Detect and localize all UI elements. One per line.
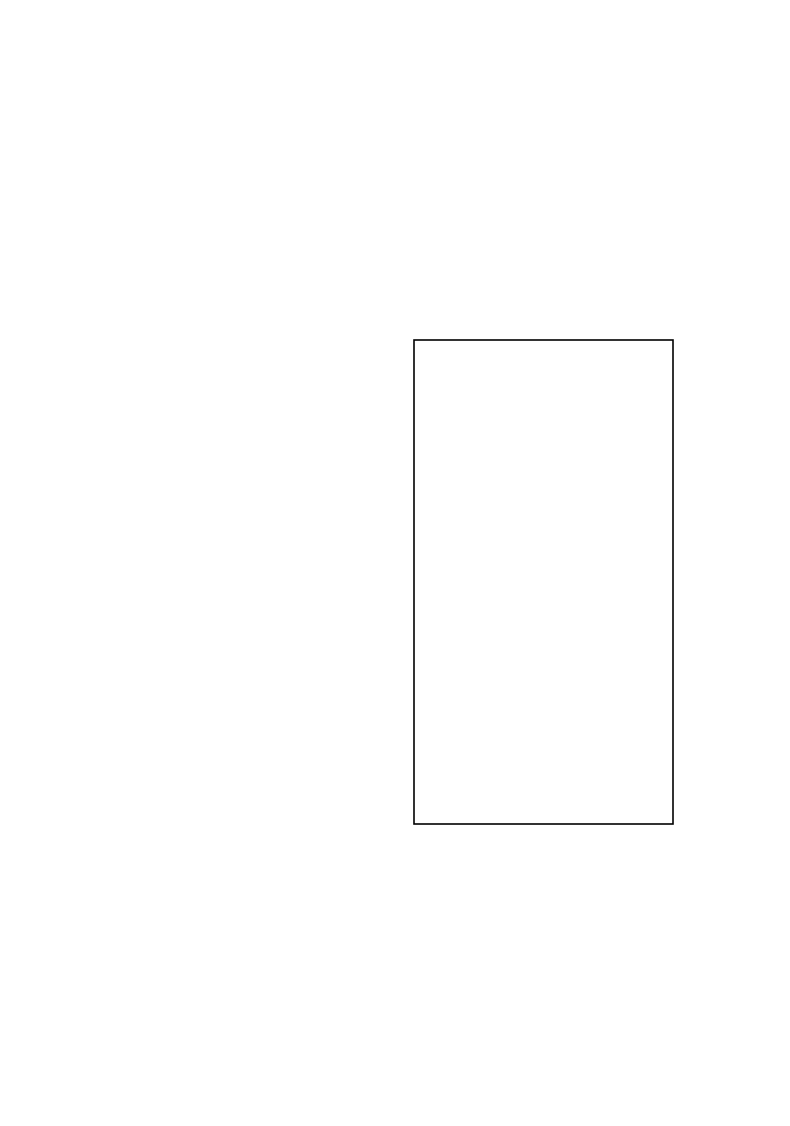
company-exhibit-area xyxy=(414,340,673,824)
